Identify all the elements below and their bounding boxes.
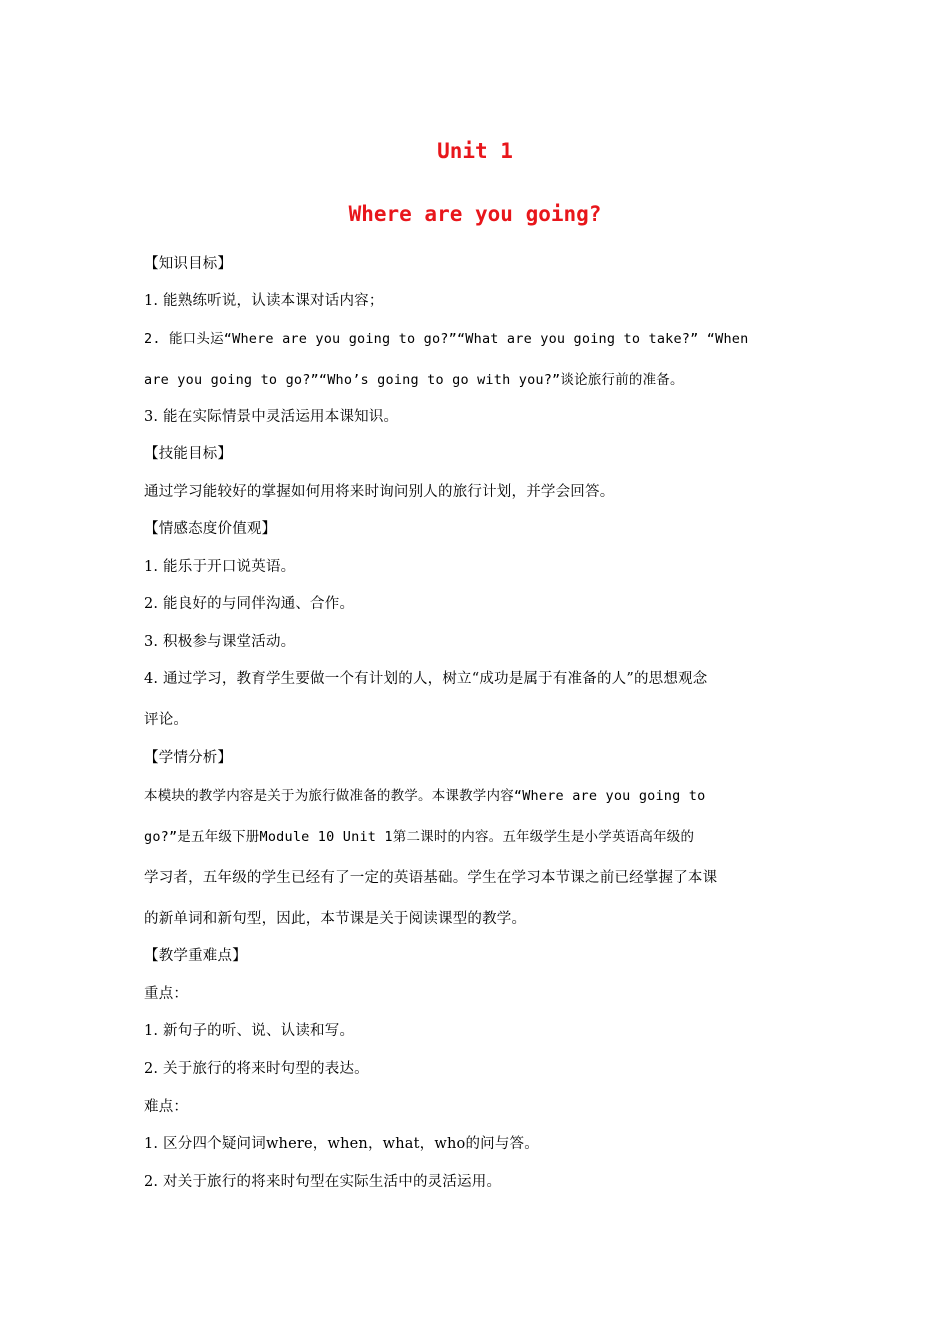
text-line: 2. 能良好的与同伴沟通、合作。 xyxy=(144,596,355,612)
section-heading-skills: 【技能目标】 xyxy=(144,446,233,462)
text-line: 学习者，五年级的学生已经有了一定的英语基础。学生在学习本节课之前已经掌握了本课 xyxy=(144,870,718,886)
text-line: 2. 关于旅行的将来时句型的表达。 xyxy=(144,1061,369,1077)
text-line: 1. 新句子的听、说、认读和写。 xyxy=(144,1023,355,1039)
text-line: 难点： xyxy=(144,1099,189,1115)
text-line: 3. 积极参与课堂活动。 xyxy=(144,634,296,650)
text-line: are you going to go?”“Who’s going to go with you?”谈论旅行前的准备。 xyxy=(144,372,684,388)
text-line: 1. 区分四个疑问词where，when，what，who的问与答。 xyxy=(144,1136,539,1152)
text-line: 重点： xyxy=(144,986,189,1002)
text-line: 评论。 xyxy=(144,712,189,728)
page-title: Unit 1 xyxy=(437,139,513,163)
text-line: 2. 能口头运“Where are you going to go?”“What are you going to take?” “When xyxy=(144,331,749,347)
page-subtitle: Where are you going? xyxy=(348,202,602,226)
text-line: 1. 能熟练听说，认读本课对话内容； xyxy=(144,293,384,309)
section-heading-analysis: 【学情分析】 xyxy=(144,750,233,766)
text-line: 4. 通过学习，教育学生要做一个有计划的人，树立“成功是属于有准备的人”的思想观念 xyxy=(144,671,708,687)
text-line: 2. 对关于旅行的将来时句型在实际生活中的灵活运用。 xyxy=(144,1174,502,1190)
text-line: 通过学习能较好的掌握如何用将来时询问别人的旅行计划，并学会回答。 xyxy=(144,484,615,500)
text-line: 1. 能乐于开口说英语。 xyxy=(144,559,296,575)
text-line: go?”是五年级下册Module 10 Unit 1第二课时的内容。五年级学生是小学英语高年级的 xyxy=(144,829,695,845)
section-heading-keypoints: 【教学重难点】 xyxy=(144,948,247,964)
text-line: 的新单词和新句型，因此，本节课是关于阅读课型的教学。 xyxy=(144,911,527,927)
text-line: 3. 能在实际情景中灵活运用本课知识。 xyxy=(144,409,399,425)
section-heading-attitude: 【情感态度价值观】 xyxy=(144,521,277,537)
text-line: 本模块的教学内容是关于为旅行做准备的教学。本课教学内容“Where are you going to xyxy=(144,788,706,804)
section-heading-knowledge: 【知识目标】 xyxy=(144,256,233,272)
